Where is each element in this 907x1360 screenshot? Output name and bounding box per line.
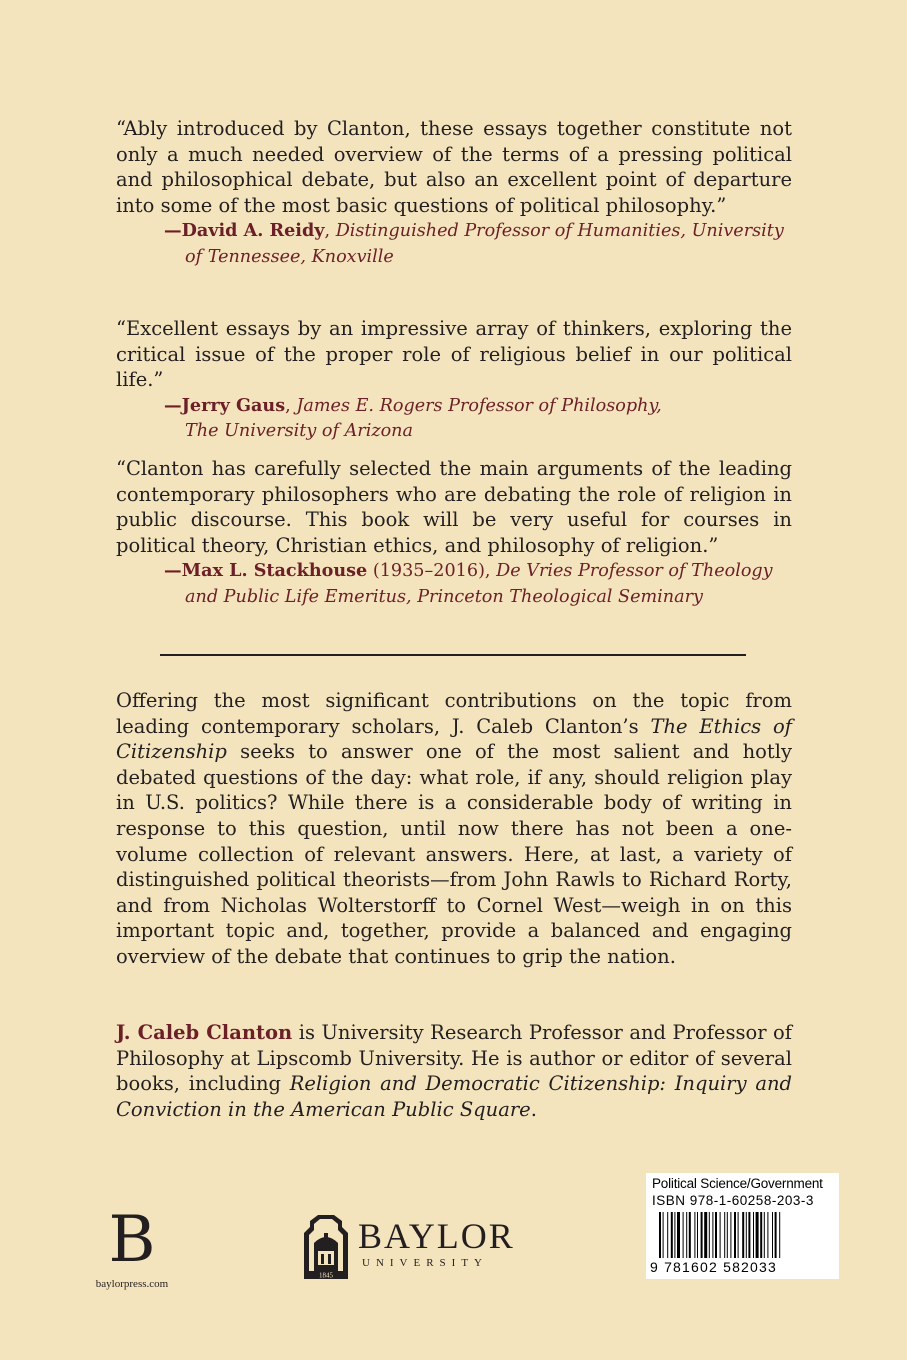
endorsement-3	[116, 456, 792, 611]
isbn-text: ISBN 978-1-60258-203-3	[652, 1193, 814, 1208]
endorser-name: —Jerry Gaus	[164, 394, 286, 416]
endorser-title-cont: of Tennessee, Knoxville	[185, 246, 394, 267]
book-title: The Ethics of Citizenship	[116, 714, 792, 764]
seal-year: 1845	[319, 1271, 333, 1279]
section-divider	[160, 654, 746, 656]
endorsement-attribution: —Jerry Gaus, James E. Rogers Professor of Philosophy, The University of Arizona	[164, 394, 662, 442]
publisher-url: baylorpress.com	[95, 1278, 169, 1290]
endorsement-quote: “Clanton has carefully selected the main arguments of the leading contemporary philosophers who are debating the role of religion in public discourse. This book will be very useful for courses in political theory, Christian ethics, and philosophy of religion.”	[116, 457, 792, 557]
other-book-title: Religion and Democratic Citizenship: Inquiry and Conviction in the American Public Square	[116, 1072, 792, 1121]
baylor-seal-icon	[300, 1213, 352, 1279]
endorsement-quote: “Excellent essays by an impressive array of thinkers, exploring the critical issue of the proper role of religious belief in our political life.”	[116, 317, 792, 392]
barcode-number: 9 781602 582033	[650, 1259, 777, 1275]
baylor-press-logo	[92, 1203, 172, 1290]
endorsement-2	[116, 316, 792, 445]
university-subtitle: UNIVERSITY	[362, 1257, 488, 1269]
endorsement-quote: “Ably introduced by Clanton, these essays together constitute not only a much needed overview of the terms of a pressing political and philosophical debate, but also an excellent point of departure into some of the most basic questions of political philosophy.”	[116, 117, 792, 217]
endorser-title-cont: and Public Life Emeritus, Princeton Theological Seminary	[185, 586, 703, 607]
endorser-title-cont: The University of Arizona	[185, 421, 413, 442]
book-description: Offering the most significant contributions on the topic from leading contemporary scholars, J. Caleb Clanton’s The Ethics of Citizenship seeks to answer one of the most salient and hotly debated questions of the day: what role, if any, should religion play in U.S. politics? While there is a considerable body of writing in response to this question, until now there has not been a one-volume collection of relevant answers. Here, at last, a variety of distinguished political theorists—from John Rawls to Richard Rorty, and from Nicholas Wolterstorff to Cornel West—weigh in on this important topic and, together, provide a balanced and engaging overview of the debate that continues to grip the nation.	[116, 689, 792, 968]
endorser-title: James E. Rogers Professor of Philosophy,	[296, 395, 662, 416]
author-name: J. Caleb Clanton	[116, 1021, 293, 1044]
baylor-university-logo	[300, 1213, 540, 1281]
baylor-wordmark: BAYLOR	[358, 1216, 515, 1256]
b-logo-letter: B	[108, 1203, 156, 1277]
endorsement-1	[116, 116, 792, 271]
endorser-name: —David A. Reidy	[164, 220, 325, 242]
endorsement-attribution: —David A. Reidy, Distinguished Professor of Humanities, University of Tennessee, Knoxville	[164, 220, 784, 267]
endorser-title: De Vries Professor of Theology	[496, 561, 773, 582]
barcode-bars-icon	[659, 1212, 829, 1262]
subject-category: Political Science/Government	[652, 1176, 823, 1191]
endorser-title: Distinguished Professor of Humanities, University	[335, 221, 784, 242]
author-bio: J. Caleb Clanton is University Research Professor and Professor of Philosophy at Lipscomb University. He is author or editor of several books, including Religion and Democratic Citizenship: Inquiry and Conviction in the American Public Square.	[116, 1021, 792, 1121]
endorsement-attribution: —Max L. Stackhouse (1935–2016), De Vries Professor of Theology and Public Life Emeritus, Princeton Theological Seminary	[164, 560, 773, 607]
isbn-barcode-box	[646, 1173, 839, 1279]
endorser-name: —Max L. Stackhouse	[164, 560, 368, 582]
